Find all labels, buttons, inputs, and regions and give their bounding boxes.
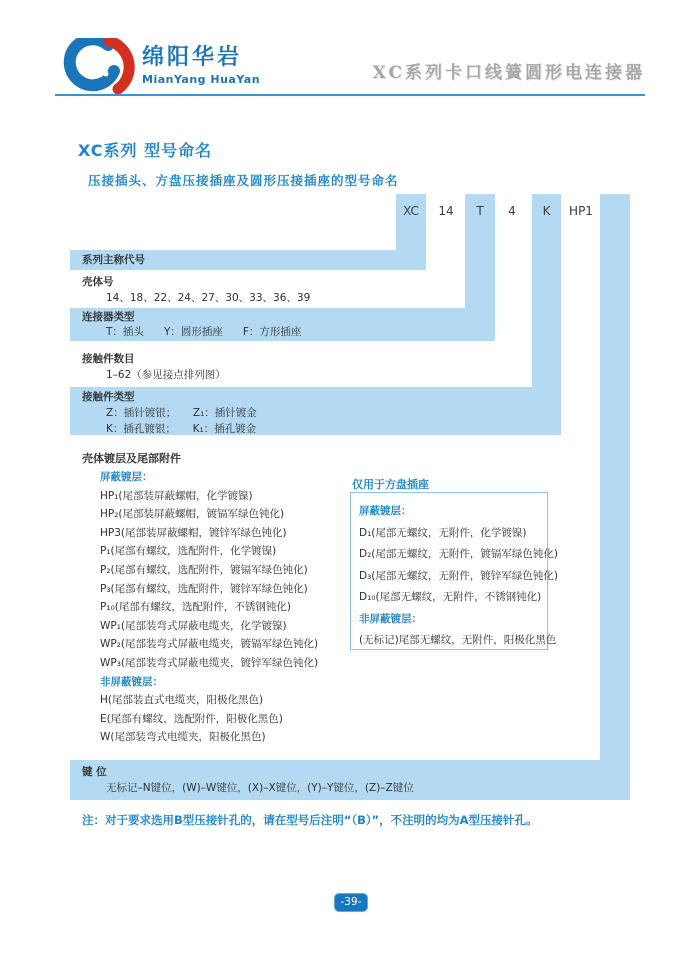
page-title: XC系列 型号命名 [78, 141, 213, 160]
square-socket-title: 仅用于方盘插座 [352, 478, 429, 491]
row-contact-type-line2: K：插孔镀银； K₁：插孔镀金 [106, 423, 257, 435]
nonshield-plating-item: W(尾部装弯式电缆夹，阳极化黑色) [100, 731, 266, 744]
row-shell-number-title: 壳体号 [82, 276, 114, 288]
row-contact-type-title: 接触件类型 [82, 391, 135, 403]
row-series-code-title: 系列主称代号 [82, 254, 145, 266]
shield-plating-item: P₁(尾部有螺纹，选配附件，化学镀镍) [100, 545, 277, 558]
page-subtitle: 压接插头、方盘压接插座及圆形压接插座的型号命名 [88, 173, 399, 188]
square-socket-box [350, 492, 558, 650]
company-name-en: MianYang HuaYan [142, 73, 261, 86]
note-text: 注：对于要求选用B型压接针孔的，请在型号后注明“（B）”，不注明的均为A型压接针孔。 [82, 813, 538, 827]
shield-plating-item: P₃(尾部有螺纹，选配附件，镀锌军绿色钝化) [100, 582, 308, 595]
row-shell-number-content: 14、18、22、24、27、30、33、36、39 [106, 292, 311, 304]
plating-list [100, 468, 350, 747]
square-shield-item: D₂(尾部无螺纹，无附件，镀镉军绿色钝化) [359, 548, 558, 560]
row-shell-number [70, 274, 310, 307]
row-key-position [70, 760, 630, 800]
shield-plating-item: WP₁(尾部装弯式屏蔽电缆夹，化学镀镍) [100, 619, 287, 632]
row-connector-type-content: T：插头 Y：圆形插座 F：方形插座 [106, 326, 302, 338]
shield-plating-header: 屏蔽镀层： [100, 471, 153, 483]
row-key-position-content: 无标记–N键位，(W)–W键位，(X)–X键位，(Y)–Y键位，(Z)–Z键位 [106, 782, 414, 794]
plating-section-title: 壳体镀层及尾部附件 [82, 452, 181, 465]
model-code-contact-type: K [542, 204, 551, 218]
square-nonshield-header: 非屏蔽镀层： [359, 612, 422, 625]
model-code-contact-count: 4 [508, 204, 516, 218]
column-key-position [600, 194, 630, 800]
shield-plating-item: WP₃(尾部装弯式屏蔽电缆夹，镀锌军绿色钝化) [100, 656, 319, 669]
document-title: XC系列卡口线簧圆形电连接器 [372, 63, 645, 83]
square-shield-item: D₁₀(尾部无螺纹，无附件，不锈钢钝化) [359, 591, 542, 603]
shield-plating-item: HP₁(尾部装屏蔽螺帽，化学镀镍) [100, 489, 253, 502]
company-logo-icon [62, 38, 136, 94]
nonshield-plating-header: 非屏蔽镀层： [100, 675, 163, 688]
square-shield-item: D₁(尾部无螺纹，无附件，化学镀镍) [359, 526, 527, 539]
row-contact-count-content: 1–62（参见接点排列图） [106, 369, 226, 381]
square-shield-item: D₃(尾部无螺纹，无附件，镀锌军绿色钝化) [359, 569, 558, 582]
model-code-series: XC [403, 204, 419, 218]
header-divider [55, 94, 645, 96]
model-code-connector-type: T [476, 204, 484, 218]
model-code-shell: 14 [438, 204, 454, 218]
row-connector-type-title: 连接器类型 [82, 311, 135, 323]
model-code-plating: HP1 [569, 204, 593, 218]
row-contact-count [70, 351, 226, 384]
row-contact-type [70, 387, 561, 435]
row-contact-count-title: 接触件数目 [82, 353, 135, 365]
model-code-key [600, 202, 630, 220]
nonshield-plating-item: E(尾部有螺纹，选配附件，阳极化黑色) [100, 712, 283, 725]
nonshield-plating-item: H(尾部装直式电缆夹，阳极化黑色) [100, 694, 264, 707]
row-series-code [70, 250, 426, 270]
company-name-block [142, 46, 260, 86]
page-number-badge: -39- [334, 893, 368, 912]
square-shield-header: 屏蔽镀层： [359, 505, 412, 517]
square-nonshield-item: (无标记)尾部无螺纹，无附件，阳极化黑色 [359, 634, 557, 646]
row-connector-type [70, 308, 495, 341]
shield-plating-item: HP3(尾部装屏蔽螺帽，镀锌军绿色钝化) [100, 526, 287, 539]
shield-plating-item: P₁₀(尾部有螺纹，选配附件，不锈钢钝化) [100, 601, 291, 614]
shield-plating-item: P₂(尾部有螺纹，选配附件，镀镉军绿色钝化) [100, 563, 308, 576]
shield-plating-item: HP₂(尾部装屏蔽螺帽，镀镉军绿色钝化) [100, 508, 285, 521]
shield-plating-item: WP₂(尾部装弯式屏蔽电缆夹，镀镉军绿色钝化) [100, 638, 319, 651]
row-contact-type-line1: Z：插针镀银； Z₁：插针镀金 [106, 407, 257, 419]
row-key-position-title: 键 位 [82, 766, 107, 778]
company-name-cn: 绵阳华岩 [142, 45, 243, 70]
